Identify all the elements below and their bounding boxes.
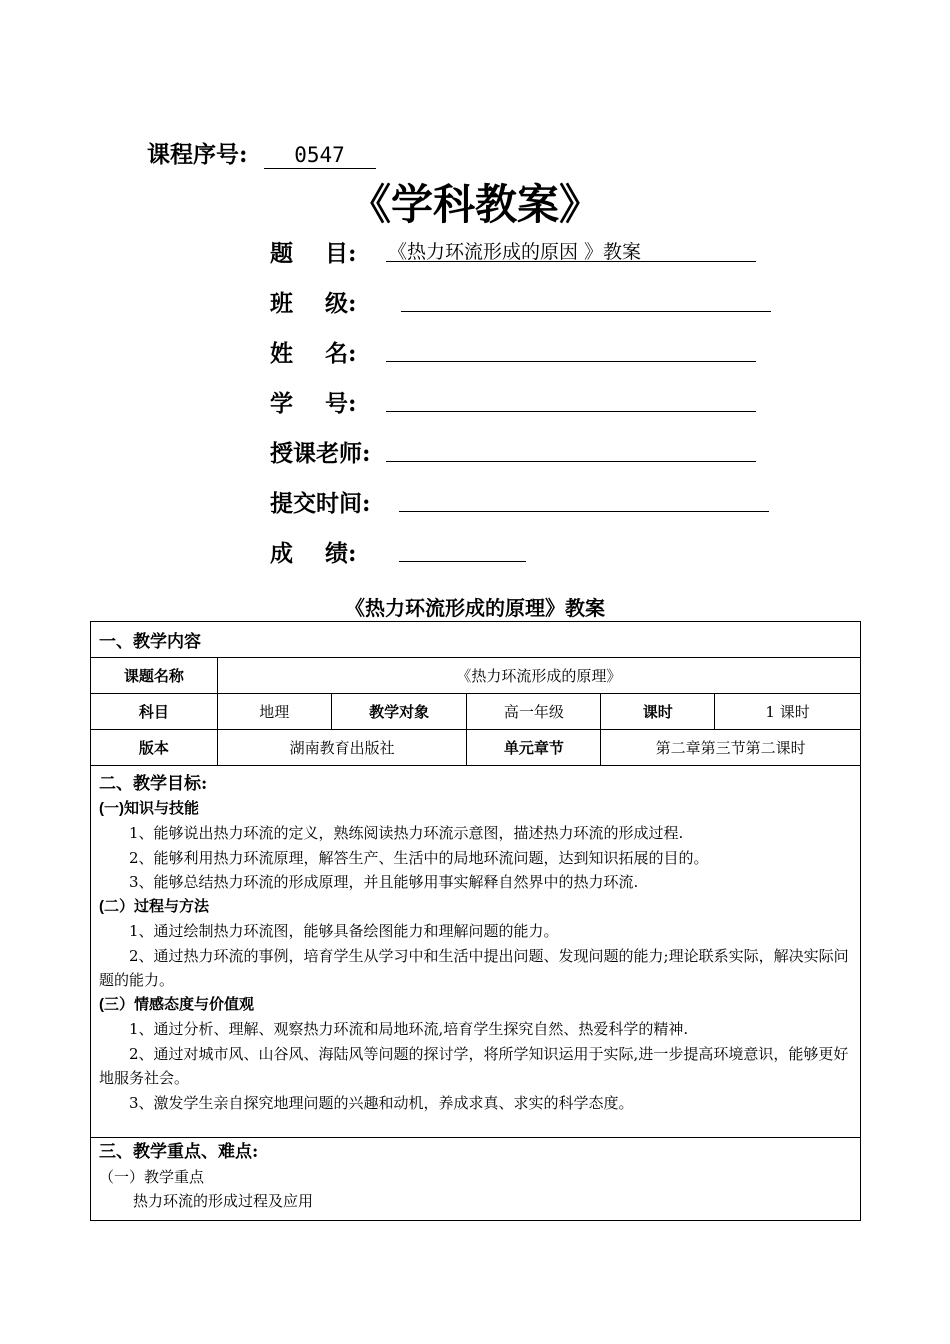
topic-value: 《热力环流形成的原因 》教案 xyxy=(388,241,642,263)
student-no-underline[interactable] xyxy=(386,411,756,412)
teaching-objectives-block xyxy=(91,766,861,1138)
objective-item: 2、能够利用热力环流原理，解答生产、生活中的局地环流问题，达到知识拓展的目的。 xyxy=(129,848,709,867)
subject-label: 科目 xyxy=(91,694,218,730)
teacher-underline[interactable] xyxy=(386,461,756,462)
topic-name-label: 课题名称 xyxy=(91,658,218,694)
name-label: 姓 名: xyxy=(270,340,357,367)
score-label: 成 绩: xyxy=(270,540,357,567)
key-point-item: 热力环流的形成过程及应用 xyxy=(133,1192,314,1210)
submit-time-underline[interactable] xyxy=(399,511,769,512)
chapter-label: 单元章节 xyxy=(467,730,601,766)
attitude-values-heading: (三）情感态度与价值观 xyxy=(99,995,254,1013)
name-underline[interactable] xyxy=(386,361,756,362)
target-value: 高一年级 xyxy=(467,694,601,730)
teacher-label: 授课老师: xyxy=(270,440,371,467)
topic-label: 题 目: xyxy=(270,240,357,267)
objectives-heading: 二、教学目标: xyxy=(99,774,208,794)
score-underline[interactable] xyxy=(399,561,526,562)
process-method-heading: (二）过程与方法 xyxy=(99,897,209,915)
submit-time-label: 提交时间: xyxy=(270,490,371,517)
subject-value: 地理 xyxy=(217,694,331,730)
lesson-plan-table xyxy=(90,621,861,1221)
target-label: 教学对象 xyxy=(331,694,467,730)
course-number-value: 0547 xyxy=(264,142,376,169)
objective-item: 3、激发学生亲自探究地理问题的兴趣和动机，养成求真、求实的科学态度。 xyxy=(129,1093,634,1112)
objective-item: 1、能够说出热力环流的定义，熟练阅读热力环流示意图，描述热力环流的形成过程. xyxy=(129,824,684,842)
chapter-value: 第二章第三节第二课时 xyxy=(601,730,861,766)
knowledge-skills-heading: (一)知识与技能 xyxy=(99,799,199,817)
topic-name-value: 《热力环流形成的原理》 xyxy=(217,658,860,694)
objective-item: 3、能够总结热力环流的形成原理，并且能够用事实解释自然界中的热力环流. xyxy=(129,873,639,891)
class-underline[interactable] xyxy=(401,311,771,312)
key-points-subheading: （一）教学重点 xyxy=(99,1167,205,1186)
key-points-block xyxy=(91,1138,861,1221)
objective-item: 1、通过分析、理解、观察热力环流和局地环流,培育学生探究自然、热爱科学的精神. xyxy=(129,1020,689,1038)
section-teaching-content: 一、教学内容 xyxy=(91,622,861,658)
key-points-heading: 三、教学重点、难点: xyxy=(99,1142,259,1162)
edition-label: 版本 xyxy=(91,730,218,766)
student-no-label: 学 号: xyxy=(270,390,357,417)
plan-title: 《热力环流形成的原理》教案 xyxy=(345,596,605,620)
hours-label: 课时 xyxy=(601,694,715,730)
document-title: 《学科教案》 xyxy=(348,180,601,229)
course-number xyxy=(147,136,376,169)
hours-value: 1 课时 xyxy=(715,694,861,730)
class-label: 班 级: xyxy=(270,290,357,317)
course-number-label: 课程序号: xyxy=(147,141,248,168)
objective-item: 1、通过绘制热力环流图，能够具备绘图能力和理解问题的能力。 xyxy=(129,922,559,940)
objective-item: 2、通过热力环流的事例，培育学生从学习中和生活中提出问题、发现问题的能力;理论联系实际，解决实际问题的能力。 xyxy=(99,946,849,989)
edition-value: 湖南教育出版社 xyxy=(217,730,467,766)
objective-item: 2、通过对城市风、山谷风、海陆风等问题的探讨学，将所学知识运用于实际,进一步提高环境意识，能够更好地服务社会。 xyxy=(99,1044,849,1087)
